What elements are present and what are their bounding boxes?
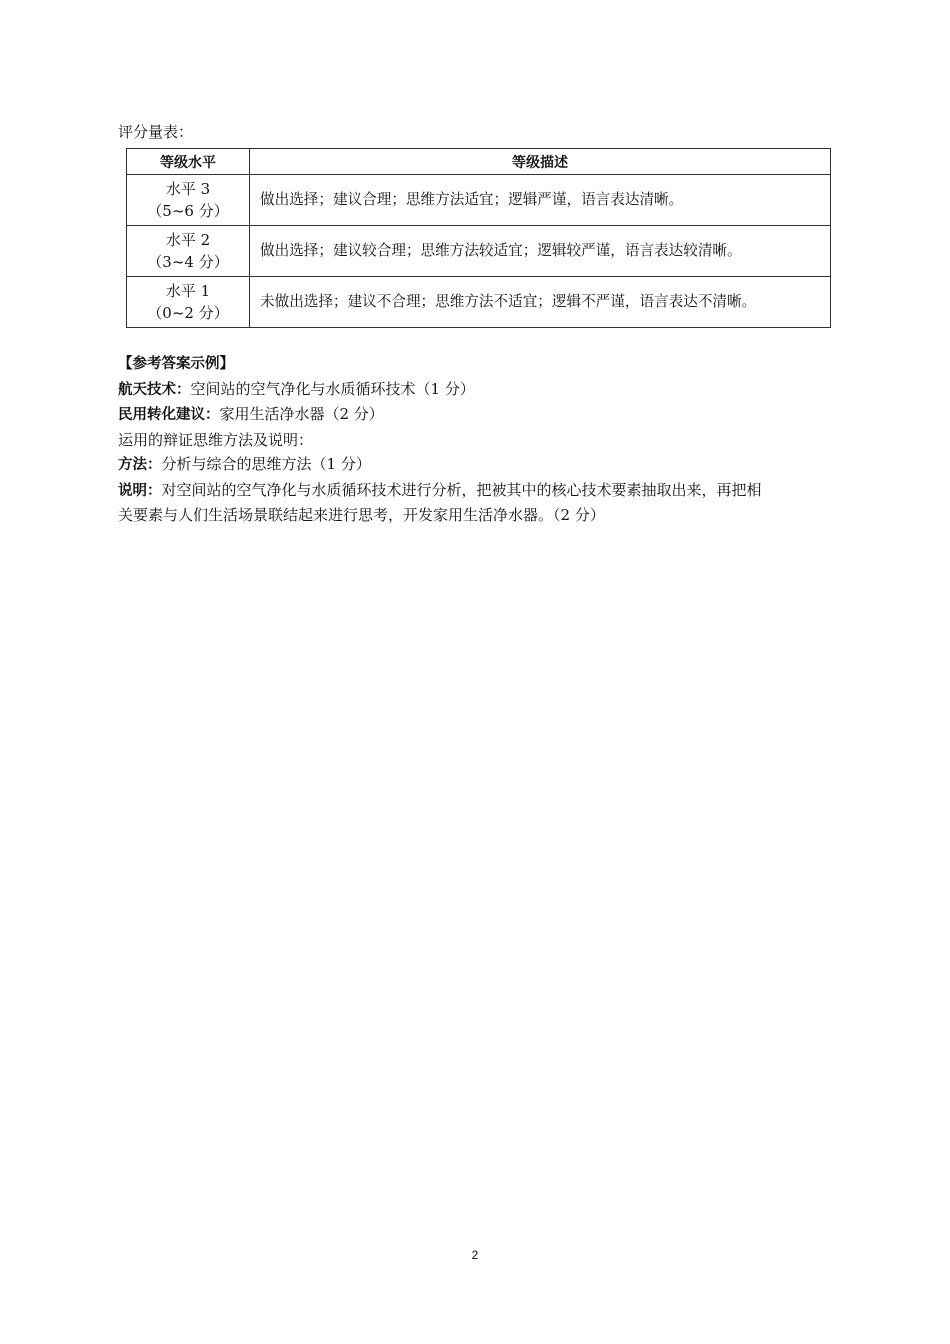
method-line <box>118 452 838 478</box>
civil-text: 家用生活净水器（2 分） <box>219 405 384 423</box>
explain-line-continued: 关要素与人们生活场景联结起来进行思考，开发家用生活净水器。（2 分） <box>118 506 605 524</box>
explain-label: 说明： <box>118 482 162 499</box>
header-level: 等级水平 <box>127 149 250 175</box>
description-cell: 做出选择；建议较合理；思维方法较适宜；逻辑较严谨，语言表达较清晰。 <box>250 226 831 277</box>
civil-line <box>118 402 838 428</box>
explain-text-1: 对空间站的空气净化与水质循环技术进行分析，把被其中的核心技术要素抽取出来，再把相 <box>161 480 762 499</box>
tech-text: 空间站的空气净化与水质循环技术（1 分） <box>190 379 475 398</box>
level-cell <box>127 277 250 328</box>
level-name: 水平 1 <box>165 282 211 300</box>
reference-answer <box>118 352 838 528</box>
rubric-table <box>126 148 831 328</box>
civil-label: 民用转化建议： <box>118 407 220 423</box>
description-cell: 做出选择；建议合理；思维方法适宜；逻辑严谨，语言表达清晰。 <box>250 175 831 226</box>
table-row <box>127 226 831 277</box>
method-label: 方法： <box>118 457 162 473</box>
level-name: 水平 2 <box>165 231 211 249</box>
table-header-row <box>127 149 831 175</box>
page-number: 2 <box>471 1248 479 1262</box>
level-score: （3~4 分） <box>147 253 229 271</box>
level-name: 水平 3 <box>165 180 211 198</box>
table-row <box>127 277 831 328</box>
tech-line <box>118 377 838 403</box>
rubric-title: 评分量表： <box>118 123 194 141</box>
description-cell: 未做出选择；建议不合理；思维方法不适宜；逻辑不严谨，语言表达不清晰。 <box>250 277 831 328</box>
table-row <box>127 175 831 226</box>
method-intro: 运用的辩证思维方法及说明： <box>118 430 314 449</box>
method-text: 分析与综合的思维方法（1 分） <box>161 455 371 473</box>
level-score: （0~2 分） <box>147 304 229 322</box>
level-cell <box>127 226 250 277</box>
level-score: （5~6 分） <box>147 202 229 220</box>
explain-line <box>118 478 838 504</box>
tech-label: 航天技术： <box>118 381 191 398</box>
answer-heading: 【参考答案示例】 <box>118 356 234 372</box>
level-cell <box>127 175 250 226</box>
header-description: 等级描述 <box>250 149 831 175</box>
